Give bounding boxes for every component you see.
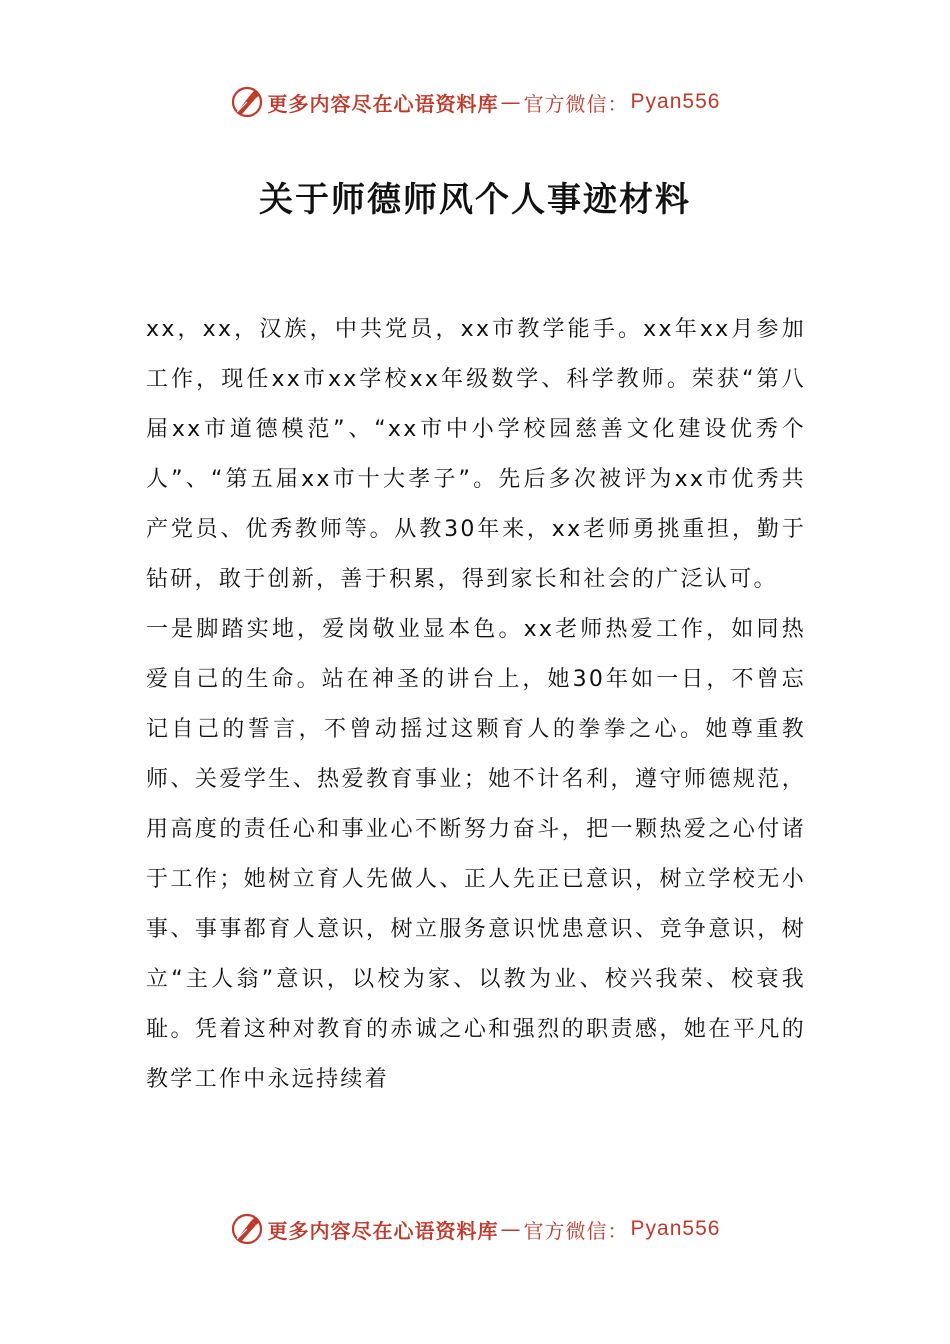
banner-separator: —	[500, 1217, 522, 1241]
document-title: 关于师德师风个人事迹材料	[259, 180, 691, 220]
banner-brand-text: 更多内容尽在心语资料库	[267, 1218, 499, 1243]
footer-watermark-banner	[0, 1209, 950, 1249]
paragraph-point-one: 一是脚踏实地，爱岗敬业显本色。xx老师热爱工作，如同热爱自己的生命。站在神圣的讲台上，她30年如一日，不曾忘记自己的誓言，不曾动摇过这颗育人的拳拳之心。她尊重教师、关爱学生、热爱教育事业；她不计名利，遵守师德规范，用高度的责任心和事业心不断努力奋斗，把一颗热爱之心付诸于工作；她树立育人先做人、正人先正已意识，树立学校无小事、事事都育人意识，树立服务意识忧患意识、竞争意识，树立“主人翁”意识，以校为家、以教为业、校兴我荣、校衰我耻。凭着这种对教育的赤诚之心和强烈的职责感，她在平凡的教学工作中永远持续着	[146, 617, 806, 1092]
banner-wechat-id: Pyan556	[630, 1217, 721, 1240]
banner-brand-text: 更多内容尽在心语资料库	[267, 91, 499, 116]
document-body	[146, 305, 806, 1105]
header-watermark-banner	[0, 82, 950, 122]
paragraph-intro: xx，xx，汉族，中共党员，xx市教学能手。xx年xx月参加工作，现任xx市xx学校xx年级数学、科学教师。荣获“第八届xx市道德模范”、“xx市中小学校园慈善文化建设优秀个人”、“第五届xx市十大孝子”。先后多次被评为xx市优秀共产党员、优秀教师等。从教30年来，xx老师勇挑重担，勤于钻研，敢于创新，善于积累，得到家长和社会的广泛认可。	[146, 317, 806, 592]
banner-separator: —	[500, 90, 522, 114]
banner-wechat-id: Pyan556	[630, 90, 721, 113]
pen-nib-logo-icon	[230, 1212, 264, 1246]
banner-official-label: 官方微信：	[523, 91, 629, 116]
pen-nib-logo-icon	[230, 85, 264, 119]
banner-official-label: 官方微信：	[523, 1218, 629, 1243]
